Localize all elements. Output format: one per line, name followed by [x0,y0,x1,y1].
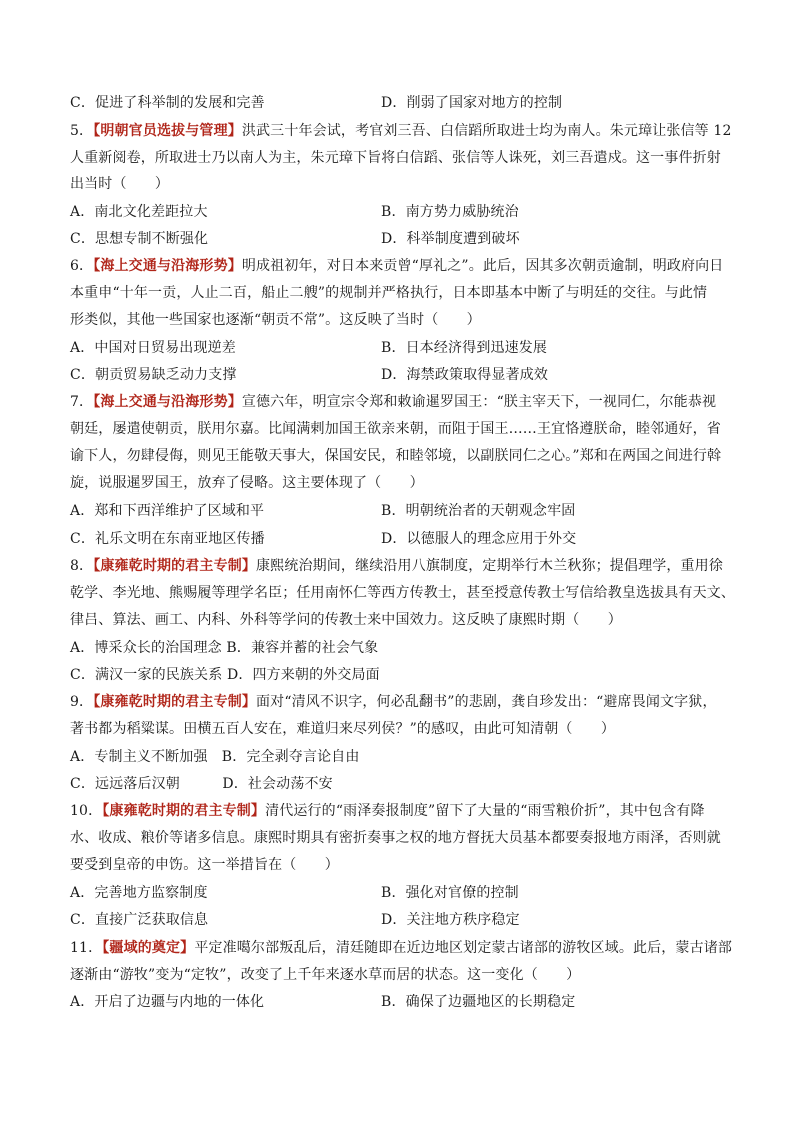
question-stem-line: 11．【疆域的奠定】平定准噶尔部叛乱后，清廷随即在近边地区划定蒙古诸部的游牧区域。此后，蒙古诸部 [70,940,733,956]
options-row [70,202,730,222]
option-cd: C．满汉一家的民族关系 D．四方来朝的外交局面 [70,667,380,683]
option-b: B．日本经济得到迅速发展 [381,340,548,356]
option-a: A．开启了边疆与内地的一体化 [70,994,265,1010]
option-a: A．郑和下西洋维护了区域和平 [70,503,265,519]
question-stem-line: 旋，说服暹罗国王，放弃了侵略。这主要体现了（ ） [70,475,424,491]
topic-tag: 【明朝官员选拔与管理】 [93,123,242,139]
question-stem-line: 逐渐由“游牧”变为“定牧”，改变了上千年来逐水草而居的状态。这一变化（ ） [70,967,581,983]
question-stem-line: 9．【康雍乾时期的君主专制】面对“清风不识字，何必乱翻书”的悲剧，龚自珍发出：“避席畏闻文字狱， [70,694,717,710]
option-cd: C．远远落后汉朝 D．社会动荡不安 [70,776,333,792]
topic-tag: 【康雍乾时期的君主专制】 [93,694,257,710]
question-stem-line: 7．【海上交通与沿海形势】宣德六年，明宣宗令郑和敕谕暹罗国王：“朕主宰天下，一视同仁，尔能恭视 [70,394,717,410]
option-ab: A．专制主义不断加强 B．完全剥夺言论自由 [70,749,360,765]
options-row [70,665,730,685]
question-stem-line: 人重新阅卷，所取进士乃以南人为主，朱元璋下旨将白信蹈、张信等人诛死，刘三吾遣戍。这一事件折射 [70,150,721,166]
options-row [70,883,730,903]
option-c: C．思想专制不断强化 [70,231,209,247]
option-ab: A．博采众长的治国理念 B．兼容并蓄的社会气象 [70,640,379,656]
options-row [70,501,730,521]
question-stem-line: 著书都为稻粱谋。田横五百人安在，难道归来尽列侯？”的感叹，由此可知清朝（ ） [70,721,616,737]
option-b: B．明朝统治者的天朝观念牢固 [381,503,576,519]
question-stem-line: 出当时（ ） [70,176,170,192]
question-stem-line: 谕下人，勿肆侵侮，则见王能敬天事大，保国安民，和睦邻境，以副朕同仁之心。”郑和在两国之间进行斡 [70,448,722,464]
options-row [70,365,730,385]
option-a: A．南北文化差距拉大 [70,204,208,220]
question-stem-line: 律吕、算法、画工、内科、外科等学问的传教士来中国效力。这反映了康熙时期（ ） [70,612,622,628]
options-row [70,638,730,658]
options-row [70,774,730,794]
question-stem-line: 10．【康雍乾时期的君主专制】清代运行的“雨泽奏报制度”留下了大量的“雨雪粮价折”，其中包含有降 [70,803,705,819]
question-stem-line: 5．【明朝官员选拔与管理】洪武三十年会试，考官刘三吾、白信蹈所取进士均为南人。朱元璋让张信等 12 [70,123,732,139]
option-c: C．朝贡贸易缺乏动力支撑 [70,367,237,383]
option-d: D．海禁政策取得显著成效 [381,367,549,383]
option-b: B．南方势力威胁统治 [381,204,519,220]
option-d: D．以德服人的理念应用于外交 [381,531,577,547]
question-number: 7． [70,394,94,410]
option-a: A．中国对日贸易出现逆差 [70,340,236,356]
prev-options-row [70,93,730,113]
question-number: 9． [70,694,94,710]
question-number: 8． [70,558,94,574]
question-number: 6． [70,258,94,274]
question-stem-line: 朝廷，屡遣使朝贡，朕用尔嘉。比闻满剌加国王欲亲来朝，而阻于国王……王宜恪遵朕命，睦邻通好，省 [70,421,721,437]
topic-tag: 【康雍乾时期的君主专制】 [102,803,266,819]
option-d: D．关注地方秩序稳定 [381,912,520,928]
option-d: D．科举制度遭到破坏 [381,231,520,247]
topic-tag: 【海上交通与沿海形势】 [93,394,242,410]
topic-tag: 【海上交通与沿海形势】 [93,258,242,274]
question-stem-line: 本重申“十年一贡，人止二百，船止二艘”的规制并严格执行，日本即基本中断了与明廷的交往。与此情 [70,285,708,301]
question-number: 10． [70,803,103,819]
question-stem-line: 8．【康雍乾时期的君主专制】康熙统治期间，继续沿用八旗制度，定期举行木兰秋狝；提倡理学，重用徐 [70,558,723,574]
option-b: B．确保了边疆地区的长期稳定 [381,994,576,1010]
options-row [70,992,730,1012]
options-row [70,910,730,930]
question-stem-line: 乾学、李光地、熊赐履等理学名臣；任用南怀仁等西方传教士，甚至授意传教士写信给教皇选拔具有天文、 [70,585,736,601]
question-number: 5． [70,123,94,139]
topic-tag: 【康雍乾时期的君主专制】 [93,558,257,574]
option-a: A．完善地方监察制度 [70,885,208,901]
options-row [70,229,730,249]
options-row [70,529,730,549]
options-row [70,747,730,767]
question-stem-line: 水、收成、粮价等诸多信息。康熙时期具有密折奏事之权的地方督抚大员基本都要奏报地方雨泽，否则就 [70,830,721,846]
topic-tag: 【疆域的奠定】 [102,940,195,956]
options-row [70,338,730,358]
question-stem-line: 要受到皇帝的申饬。这一举措旨在（ ） [70,857,339,873]
question-stem-line: 6．【海上交通与沿海形势】明成祖初年，对日本来贡曾“厚礼之”。此后，因其多次朝贡逾制，明政府向日 [70,258,724,274]
question-stem-line: 形类似，其他一些国家也逐渐“朝贡不常”。这反映了当时（ ） [70,312,481,328]
option-b: B．强化对官僚的控制 [381,885,519,901]
option-d: D．削弱了国家对地方的控制 [381,95,563,111]
option-c: C．礼乐文明在东南亚地区传播 [70,531,265,547]
option-c: C．促进了科举制的发展和完善 [70,95,265,111]
option-c: C．直接广泛获取信息 [70,912,209,928]
question-number: 11． [70,940,103,956]
